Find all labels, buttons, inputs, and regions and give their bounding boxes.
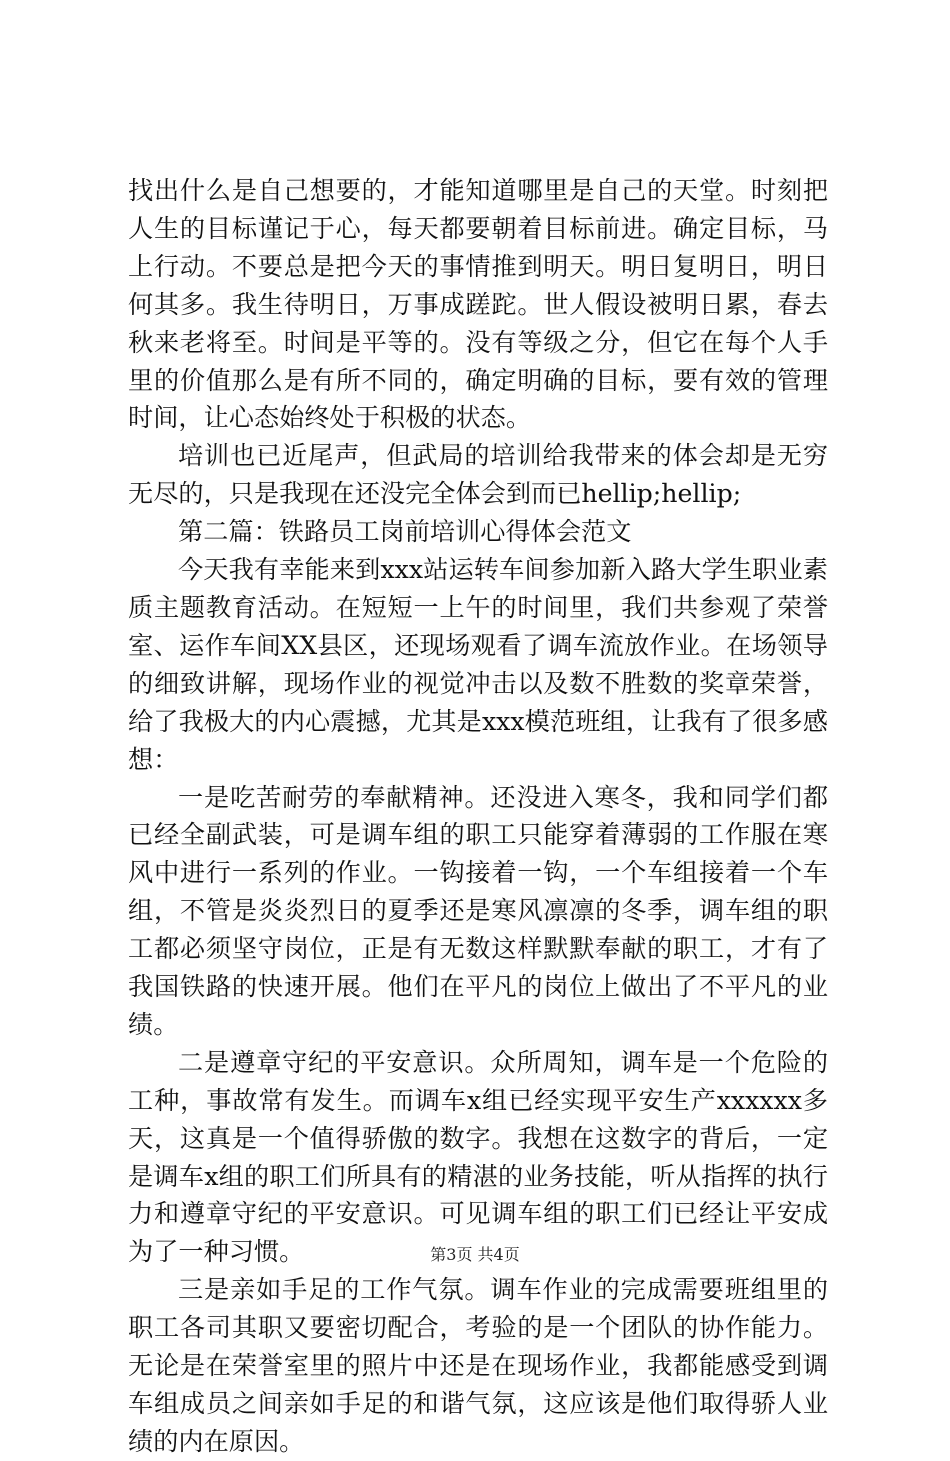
paragraph-4: 今天我有幸能来到xxx站运转车间参加新入路大学生职业素质主题教育活动。在短短一上午的时间里，我们共参观了荣誉室、运作车间XX县区，还现场观看了调车流放作业。在场领导的细致讲解，现场作业的视觉冲击以及数不胜数的奖章荣誉，给了我极大的内心震撼，尤其是xxx模范班组，让我有了很多感想： — [128, 555, 828, 774]
section-heading: 第二篇：铁路员工岗前培训心得体会范文 — [178, 517, 632, 547]
paragraph-5: 一是吃苦耐劳的奉献精神。还没进入寒冬，我和同学们都已经全副武装，可是调车组的职工只能穿着薄弱的工作服在寒风中进行一系列的作业。一钩接着一钩，一个车组接着一个车组，不管是炎炎烈日的夏季还是寒风凛凛的冬季，调车组的职工都必须坚守岗位，正是有无数这样默默奉献的职工，才有了我国铁路的快速开展。他们在平凡的岗位上做出了不平凡的业绩。 — [128, 782, 828, 1039]
paragraph-7: 三是亲如手足的工作气氛。调车作业的完成需要班组里的职工各司其职又要密切配合，考验的是一个团队的协作能力。无论是在荣誉室里的照片中还是在现场作业，我都能感受到调车组成员之间亲如手足的和谐气氛，这应该是他们取得骄人业绩的内在原因。 — [128, 1275, 828, 1456]
paragraph-2: 培训也已近尾声，但武局的培训给我带来的体会却是无穷无尽的，只是我现在还没完全体会到而已hellip;hellip; — [128, 441, 828, 509]
document-body — [128, 172, 828, 1461]
paragraph-6: 二是遵章守纪的平安意识。众所周知，调车是一个危险的工种，事故常有发生。而调车x组已经实现平安生产xxxxxx多天，这真是一个值得骄傲的数字。我想在这数字的背后，一定是调车x组的职工们所具有的精湛的业务技能，听从指挥的执行力和遵章守纪的平安意识。可见调车组的职工们已经让平安成为了一种习惯。 — [128, 1047, 828, 1267]
paragraph-1: 找出什么是自己想要的，才能知道哪里是自己的天堂。时刻把人生的目标谨记于心，每天都要朝着目标前进。确定目标，马上行动。不要总是把今天的事情推到明天。明日复明日，明日何其多。我生待明日，万事成蹉跎。世人假设被明日累，春去秋来老将至。时间是平等的。没有等级之分，但它在每个人手里的价值那么是有所不同的，确定明确的目标，要有效的管理时间，让心态始终处于积极的状态。 — [128, 176, 828, 433]
page-footer — [0, 1245, 950, 1265]
page-number: 第3页 共4页 — [430, 1245, 520, 1264]
